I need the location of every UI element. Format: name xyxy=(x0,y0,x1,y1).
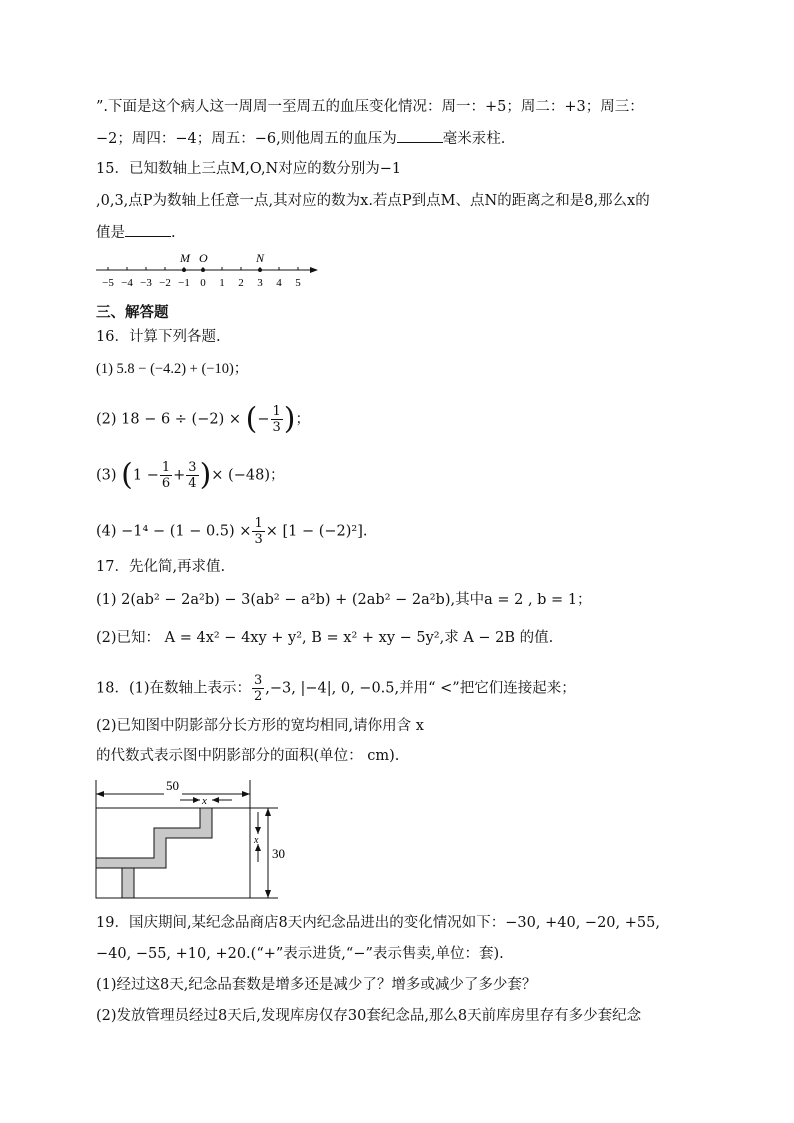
q14-line-1: ”.下面是这个病人这一周周一至周五的血压变化情况：周一：+5；周二：+3；周三： xyxy=(96,99,644,115)
width-label: 50 xyxy=(166,778,179,793)
x-dim-arrow-2 xyxy=(212,797,219,803)
q16-part-4-end: × [1 − (−2)²]. xyxy=(265,523,368,540)
q16-part-4 xyxy=(96,516,368,547)
paren-open: ( xyxy=(121,457,133,493)
point-O-dot xyxy=(201,268,205,272)
q17-part-1: (1) 2(ab² − 2a²b) − 3(ab² − a²b) + (2ab² − 2a²b),其中a = 2 , b = 1； xyxy=(96,592,592,608)
number-line-tick-label: 5 xyxy=(295,277,301,289)
fraction-denominator: 3 xyxy=(254,532,263,547)
fraction-denominator: 3 xyxy=(272,420,281,435)
fraction-denominator: 6 xyxy=(161,476,171,491)
fraction-denominator: 2 xyxy=(254,689,263,704)
paren-close: ) xyxy=(199,457,212,493)
q16-part-4-text: (4) −1⁴ − (1 − 0.5) × xyxy=(96,523,252,540)
x-dim-arrow-1 xyxy=(193,797,200,803)
q16-p3-one: 1 − xyxy=(132,467,159,484)
dim-arrow-left xyxy=(96,791,104,797)
x-label-right: x xyxy=(254,835,259,846)
q15-line-1: 15．已知数轴上三点M,O,N对应的数分别为−1 xyxy=(96,161,402,177)
q16-p3-fraction-1 xyxy=(160,460,172,491)
q16-p2-fraction xyxy=(271,404,283,435)
dim-arrow-top xyxy=(265,808,271,816)
q14-answer-blank[interactable] xyxy=(397,128,443,143)
q15-line-3 xyxy=(96,222,176,243)
fraction-numerator: 1 xyxy=(254,516,263,531)
fraction-numerator: 3 xyxy=(254,673,263,688)
fraction-numerator: 1 xyxy=(272,404,281,419)
height-label: 30 xyxy=(272,846,285,861)
q14-line-2-text: −2；周四：−4；周五：−6,则他周五的血压为 xyxy=(96,131,397,147)
number-line-tick-label: −3 xyxy=(140,277,152,289)
number-line-tick-label: 1 xyxy=(219,277,225,289)
q15-answer-blank[interactable] xyxy=(125,222,171,237)
x-dim-right-arrow-1 xyxy=(255,827,261,834)
number-line-tick-label: −1 xyxy=(178,277,190,289)
q18-fraction xyxy=(252,673,264,704)
q18-part-2-line-1: (2)已知图中阴影部分长方形的宽均相同,请你用含 x xyxy=(96,718,424,734)
q16-p4-fraction xyxy=(252,516,264,547)
number-line-tick-label: −4 xyxy=(121,277,133,289)
point-N-label: N xyxy=(256,251,265,265)
dim-arrow-right xyxy=(242,791,250,797)
number-line-tick-label: 2 xyxy=(238,277,244,289)
q16-part-3-label: (3) xyxy=(96,467,117,484)
q15-number-line xyxy=(92,249,322,291)
paren-open: ( xyxy=(245,401,258,437)
outer-rectangle xyxy=(96,808,250,898)
q16-p3-fraction-2 xyxy=(186,460,198,491)
shaded-strip-bottom xyxy=(122,868,134,898)
q14-line-2 xyxy=(96,128,505,149)
q17-part-2: (2)已知： A = 4x² − 4xy + y², B = x² + xy − 5y²,求 A − 2B 的值. xyxy=(96,630,554,646)
q14-line-2-end: 毫米汞柱. xyxy=(442,131,506,147)
q16-p3-plus: + xyxy=(173,467,186,484)
q16-part-3-end: × (−48)； xyxy=(211,467,285,484)
point-N-dot xyxy=(258,268,262,272)
number-line-tick-label: −5 xyxy=(102,277,114,289)
q16-part-2: (2) 18 − 6 ÷ (−2) × (− $\frac{1}{3}$ )； xyxy=(96,401,310,437)
q18-part-2-line-2: 的代数式表示图中阴影部分的面积(单位： cm). xyxy=(96,748,400,764)
q18-part-1 xyxy=(96,673,576,704)
q16-part-3 xyxy=(96,457,285,493)
number-line-tick-label: 4 xyxy=(276,277,282,289)
point-M-dot xyxy=(182,268,186,272)
point-M-label: M xyxy=(180,251,190,265)
dim-arrow-bottom xyxy=(265,890,271,898)
q16-stem: 16．计算下列各题. xyxy=(96,329,221,345)
q18-part-1-text: 18．(1)在数轴上表示： xyxy=(96,680,251,697)
paren-close: ) xyxy=(283,401,296,437)
number-line-arrow xyxy=(310,267,318,273)
q15-line-3-end: . xyxy=(171,225,176,241)
q15-line-3-text: 值是 xyxy=(96,225,125,241)
q16-part-1: (1) 5.8 − (−4.2) + (−10)； xyxy=(96,361,249,377)
number-line-tick-label: −2 xyxy=(159,277,171,289)
number-line-tick-label: 3 xyxy=(257,277,263,289)
q19-line-2: −40, −55, +10, +20.(“+”表示进货,“−”表示售卖,单位：套). xyxy=(96,946,504,962)
fraction-numerator: 1 xyxy=(161,460,171,475)
section-3-title: 三、解答题 xyxy=(96,304,169,321)
q17-stem: 17．先化简,再求值. xyxy=(96,559,226,575)
q18-part-1-end: ,−3, |−4|, 0, −0.5,并用“ <”把它们连接起来； xyxy=(265,680,576,697)
number-line-tick-label: 0 xyxy=(200,277,206,289)
q19-line-1: 19．国庆期间,某纪念品商店8天内纪念品进出的变化情况如下：−30, +40, −20, +55, xyxy=(96,915,660,931)
point-O-label: O xyxy=(199,251,208,265)
x-label-top: x xyxy=(202,795,207,807)
q16-part-2-text: (2) 18 − 6 ÷ (−2) × xyxy=(96,411,242,428)
q16-part-2-end: ； xyxy=(295,411,310,428)
q18-shaded-figure xyxy=(92,772,302,904)
q19-line-4: (2)发放管理员经过8天后,发现库房仅存30套纪念品,那么8天前库房里存有多少套纪念 xyxy=(96,1008,642,1024)
q15-line-2: ,0,3,点P为数轴上任意一点,其对应的数为x.若点P到点M、点N的距离之和是8,那么x的 xyxy=(96,193,650,209)
q19-line-3: (1)经过这8天,纪念品套数是增多还是减少了？增多或减少了多少套？ xyxy=(96,977,537,993)
fraction-denominator: 4 xyxy=(188,476,197,491)
fraction-numerator: 3 xyxy=(188,460,197,475)
